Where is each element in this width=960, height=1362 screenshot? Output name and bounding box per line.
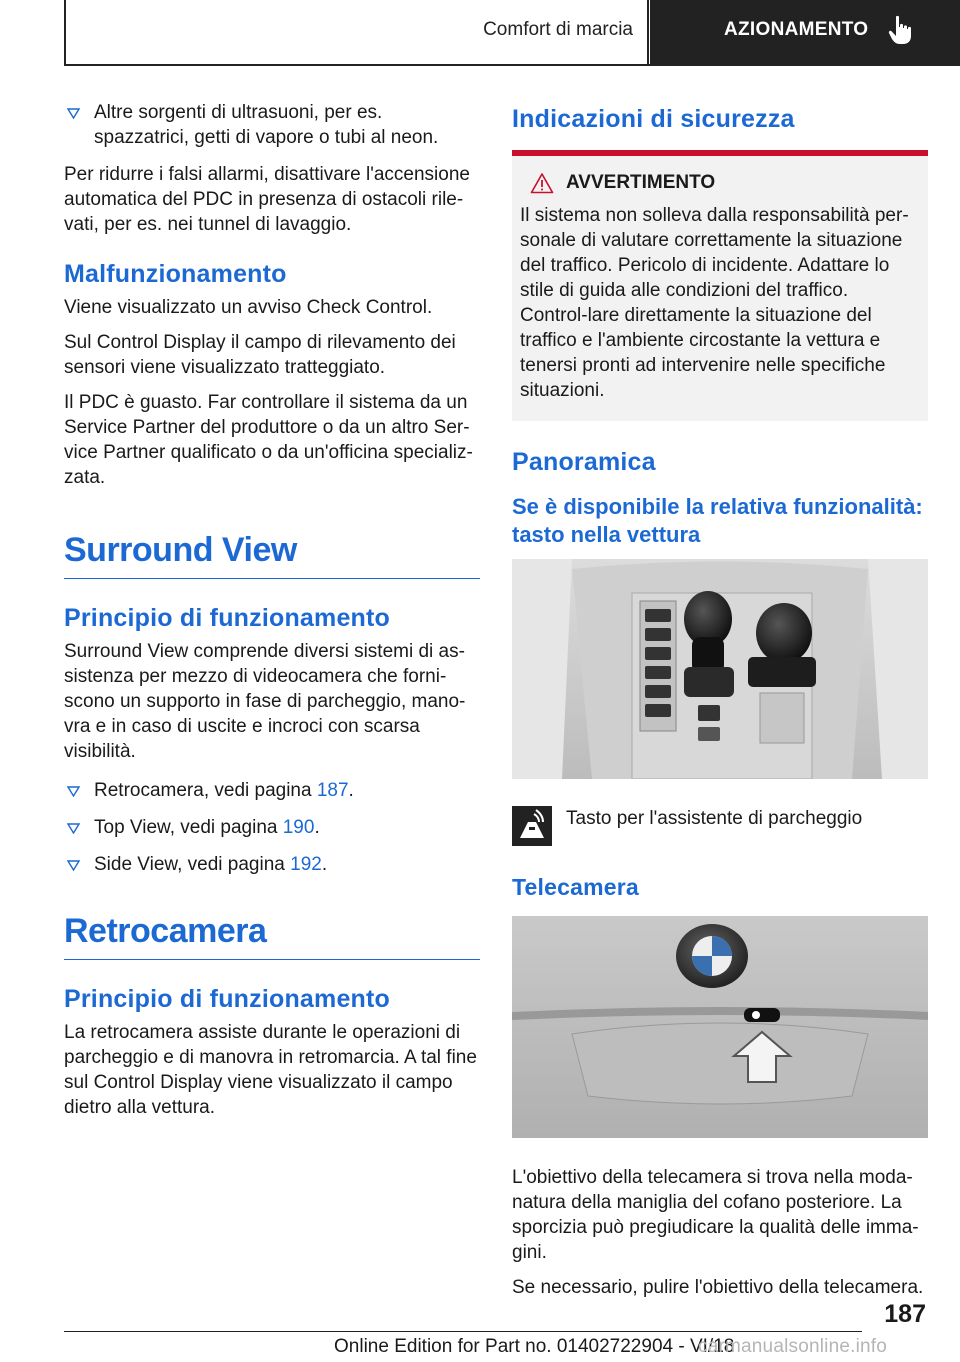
header-chapter-label: AZIONAMENTO [724, 19, 869, 40]
right-column [512, 100, 928, 1310]
button-caption [512, 806, 928, 846]
button-caption-text: Tasto per l'assistente di parcheggio [566, 808, 863, 829]
heading-principle: Principio di funzionamento [64, 985, 391, 1013]
heading-camera: Telecamera [512, 874, 639, 900]
page-number: 187 [884, 1300, 926, 1328]
ref-end: . [314, 817, 320, 838]
warning-box [512, 156, 928, 421]
paragraph: Viene visualizzato un avviso Check Control. [64, 297, 433, 318]
footer-watermark: carmanualsonline.info [698, 1336, 888, 1357]
heading-malfunction: Malfunzionamento [64, 260, 287, 288]
paragraph: Per ridurre i falsi allarmi, disattivare l'accensione automatica del PDC in presenza di ostacoli rile‐vati, per es. nei tunnel di lavaggio. [64, 164, 470, 235]
bullet-triangle-icon [67, 786, 80, 797]
heading-rear-camera: Retrocamera [64, 911, 480, 960]
paragraph: Sul Control Display il campo di rilevamento dei sensori viene visualizzato tratteggiato. [64, 332, 456, 378]
warning-text: Il sistema non solleva dalla responsabilità per‐sonale di valutare correttamente la situazione del traffico. Pericolo di incidente. Adattare lo stile di guida alle condizioni del traffico. Control‐lare direttamente la situazione del traffico e l'ambiente circostante la vettura e tenersi pronti ad intervenire nelle specifiche situazioni. [520, 205, 909, 401]
ref-text: Top View, vedi pagina [94, 817, 283, 838]
camera-photo [512, 916, 928, 1145]
paragraph: L'obiettivo della telecamera si trova nella moda‐natura della maniglia del cofano posteriore. La sporcizia può pregiudicare la qualità delle imma‐gini. [512, 1167, 919, 1263]
left-column [64, 100, 480, 1130]
warning-title-text: AVVERTIMENTO [566, 172, 716, 193]
console-photo [512, 559, 928, 786]
paragraph: Surround View comprende diversi sistemi di as‐sistenza per mezzo di videocamera che forni‐scono un supporto in fase di parcheggio, mano‐vra e in caso di uscite e incroci con scarsa visibilità. [64, 641, 466, 762]
header-chapter-tab[interactable] [650, 0, 960, 64]
list-item [64, 852, 480, 877]
park-assist-button-icon [512, 806, 552, 846]
pointing-hand-icon [888, 15, 914, 45]
ref-end: . [321, 854, 328, 875]
page-link[interactable]: 187 [316, 780, 349, 801]
heading-safety: Indicazioni di sicurezza [512, 105, 795, 133]
paragraph: La retrocamera assiste durante le operazioni di parcheggio e di manovra in retromarcia. A tal fine sul Control Display viene visualizzato il campo dietro alla vettura. [64, 1022, 477, 1118]
footer-rule [64, 1331, 862, 1332]
header-section-title: Comfort di marcia [64, 0, 649, 64]
list-item [64, 100, 480, 150]
heading-surround-view: Surround View [64, 530, 480, 579]
heading-if-available: Se è disponibile la relativa funzionalità: tasto nella vettura [512, 494, 923, 547]
ref-end: . [348, 780, 354, 801]
footer-edition: Online Edition for Part no. 01402722904 - VI/18 [334, 1336, 735, 1357]
list-item [64, 778, 480, 803]
ref-text: Side View, vedi pagina [94, 854, 291, 875]
ref-text: Retrocamera, vedi pagina [94, 780, 317, 801]
bullet-triangle-icon [67, 108, 80, 119]
bullet-text: Altre sorgenti di ultrasuoni, per es. spazzatrici, getti di vapore o tubi al neon. [94, 102, 439, 148]
bullet-triangle-icon [67, 860, 80, 871]
list-item [64, 815, 480, 840]
bullet-triangle-icon [67, 823, 80, 834]
warning-title [520, 170, 920, 195]
warning-triangle-icon [530, 172, 554, 194]
page-link[interactable]: 190 [282, 817, 315, 838]
paragraph: Il PDC è guasto. Far controllare il sistema da un Service Partner del produttore o da un altro Ser‐vice Partner qualificato o da un'officina specializ‐zata. [64, 392, 473, 488]
heading-principle: Principio di funzionamento [64, 604, 391, 632]
page-link[interactable]: 192 [290, 854, 322, 875]
heading-overview: Panoramica [512, 448, 656, 476]
paragraph: Se necessario, pulire l'obiettivo della telecamera. [512, 1277, 924, 1298]
